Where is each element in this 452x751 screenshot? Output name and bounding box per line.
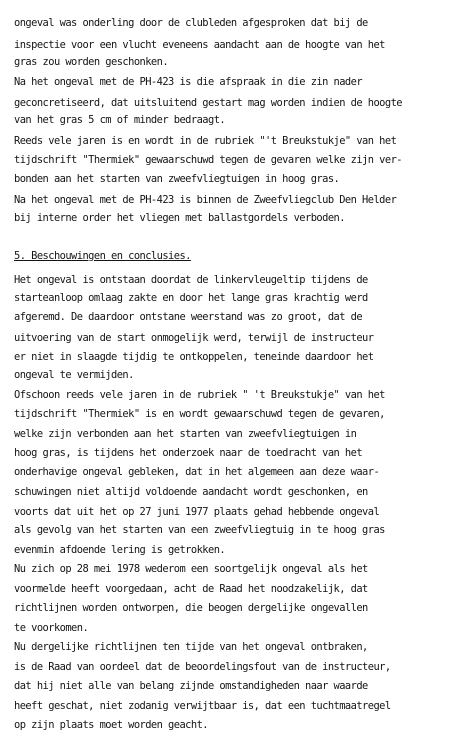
- text-line: van het gras 5 cm of minder bedraagt.: [14, 114, 226, 126]
- text-line: heeft geschat, niet zodanig verwijtbaar is, dat een tuchtmaatregel: [14, 700, 391, 712]
- text-line: Ofschoon reeds vele jaren in de rubriek " 't Breukstukje" van het: [14, 389, 385, 401]
- text-line: bij interne order het vliegen met ballastgordels verboden.: [14, 212, 345, 224]
- text-line: ongeval te vermijden.: [14, 369, 134, 381]
- text-line: is de Raad van oordeel dat de beoordelingsfout van de instructeur,: [14, 661, 391, 673]
- text-line: als gevolg van het starten van een zweefvliegtuig in te hoog gras: [14, 524, 385, 536]
- text-line: op zijn plaats moet worden geacht.: [14, 719, 208, 731]
- text-line: evenmin afdoende lering is getrokken.: [14, 544, 226, 556]
- text-line: starteanloop omlaag zakte en door het lange gras krachtig werd: [14, 292, 368, 304]
- section-heading: 5. Beschouwingen en conclusies.: [14, 250, 191, 262]
- text-line: Nu dergelijke richtlijnen ten tijde van het ongeval ontbraken,: [14, 641, 368, 653]
- text-line: uitvoering van de start onmogelijk werd, terwijl de instructeur: [14, 332, 374, 344]
- text-line: schuwingen niet altijd voldoende aandacht wordt geschonken, en: [14, 486, 368, 498]
- text-line: welke zijn verbonden aan het starten van zweefvliegtuigen in: [14, 428, 357, 440]
- text-line: richtlijnen worden ontworpen, die beogen dergelijke ongevallen: [14, 602, 368, 614]
- text-line: Reeds vele jaren is en wordt in de rubriek "'t Breukstukje" van het: [14, 135, 397, 147]
- text-line: Na het ongeval met de PH-423 is binnen de Zweefvliegclub Den Helder: [14, 194, 397, 206]
- text-line: Na het ongeval met de PH-423 is die afspraak in die zin nader: [14, 76, 363, 88]
- text-line: Het ongeval is ontstaan doordat de linkervleugeltip tijdens de: [14, 274, 368, 286]
- text-line: hoog gras, is tijdens het onderzoek naar de toedracht van het: [14, 447, 363, 459]
- text-line: onderhavige ongeval gebleken, dat in het algemeen aan deze waar-: [14, 466, 380, 478]
- text-line: er niet in slaagde tijdig te ontkoppelen, teneinde daardoor het: [14, 351, 374, 363]
- text-line: dat hij niet alle van belang zijnde omstandigheden naar waarde: [14, 680, 368, 692]
- text-line: gras zou worden geschonken.: [14, 56, 169, 68]
- text-line: afgeremd. De daardoor ontstane weerstand was zo groot, dat de: [14, 311, 363, 323]
- text-line: tijdschrift "Thermiek" is en wordt gewaarschuwd tegen de gevaren,: [14, 408, 385, 420]
- text-line: inspectie voor een vlucht eveneens aandacht aan de hoogte van het: [14, 39, 385, 51]
- text-line: voormelde heeft voorgedaan, acht de Raad het noodzakelijk, dat: [14, 583, 368, 595]
- text-line: tijdschrift "Thermiek" gewaarschuwd tegen de gevaren welke zijn ver-: [14, 154, 402, 166]
- text-line: Nu zich op 28 mei 1978 wederom een soortgelijk ongeval als het: [14, 563, 368, 575]
- text-line: voorts dat uit het op 27 juni 1977 plaats gehad hebbende ongeval: [14, 506, 380, 518]
- text-line: geconcretiseerd, dat uitsluitend gestart mag worden indien de hoogte: [14, 97, 402, 109]
- text-line: bonden aan het starten van zweefvliegtuigen in hoog gras.: [14, 173, 340, 185]
- text-line: ongeval was onderling door de clubleden afgesproken dat bij de: [14, 17, 368, 29]
- text-line: te voorkomen.: [14, 622, 89, 634]
